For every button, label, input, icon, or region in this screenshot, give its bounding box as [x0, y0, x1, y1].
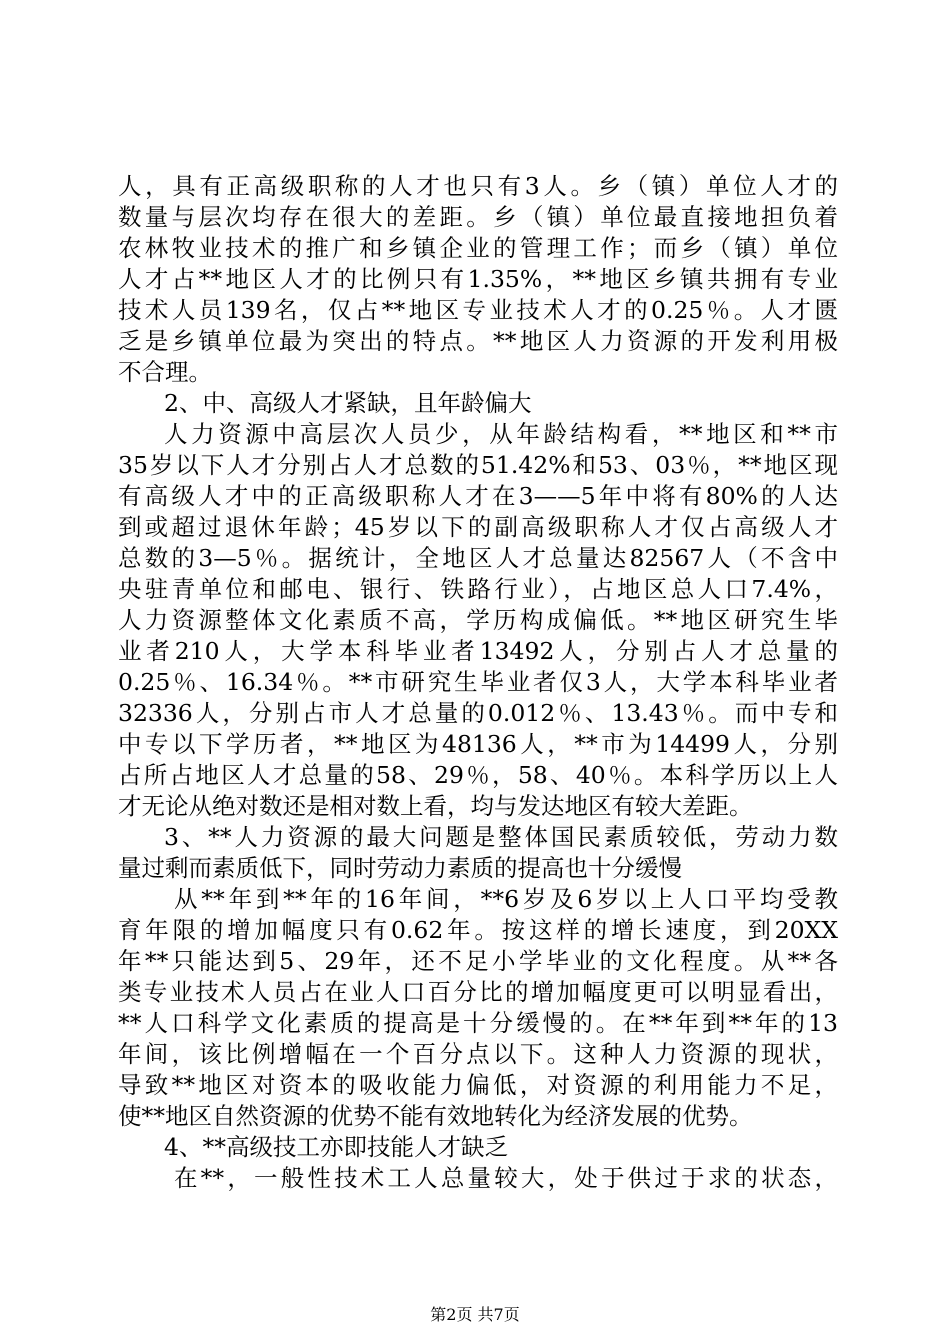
section-heading: 4、**高级技工亦即技能人才缺乏: [164, 1133, 508, 1161]
body-line: 导致**地区对资本的吸收能力偏低，对资源的利用能力不足，: [118, 1071, 838, 1099]
body-line: 从**年到**年的16年间，**6岁及6岁以上人口平均受教: [174, 885, 838, 913]
section-heading: 量过剩而素质低下，同时劳动力素质的提高也十分缓慢: [118, 854, 682, 882]
body-line: 在**，一般性技术工人总量较大，处于供过于求的状态，: [174, 1164, 838, 1192]
body-line: 32336人，分别占市人才总量的0.012％、13.43％。而中专和: [118, 699, 838, 727]
body-line: 人，具有正高级职称的人才也只有3人。乡（镇）单位人才的: [118, 172, 838, 200]
body-line: 数量与层次均存在很大的差距。乡（镇）单位最直接地担负着: [118, 203, 838, 231]
body-line: 不合理。: [118, 358, 212, 386]
body-line: 占所占地区人才总量的58、29％，58、40％。本科学历以上人: [118, 761, 838, 789]
body-line: 人力资源中高层次人员少，从年龄结构看，**地区和**市: [164, 420, 838, 448]
body-line: 人力资源整体文化素质不高，学历构成偏低。**地区研究生毕: [118, 606, 838, 634]
body-line: 业者210人，大学本科毕业者13492人，分别占人才总量的: [118, 637, 838, 665]
body-line: 年**只能达到5、29年，还不足小学毕业的文化程度。从**各: [118, 947, 838, 975]
page-footer: 第2页 共7页: [430, 1305, 520, 1324]
body-line: 到或超过退休年龄；45岁以下的副高级职称人才仅占高级人才: [118, 513, 838, 541]
document-body: [118, 171, 838, 1194]
body-line: **人口科学文化素质的提高是十分缓慢的。在**年到**年的13: [118, 1009, 838, 1037]
body-line: 有高级人才中的正高级职称人才在3——5年中将有80%的人达: [118, 482, 838, 510]
body-line: 央驻青单位和邮电、银行、铁路行业），占地区总人口7.4%，: [118, 575, 838, 603]
body-line: 使**地区自然资源的优势不能有效地转化为经济发展的优势。: [118, 1102, 753, 1130]
body-line: 35岁以下人才分别占人才总数的51.42%和53、03％，**地区现: [118, 451, 838, 479]
section-heading: 3、**人力资源的最大问题是整体国民素质较低，劳动力数: [164, 823, 838, 851]
body-line: 育年限的增加幅度只有0.62年。按这样的增长速度，到20XX: [118, 916, 838, 944]
body-line: 类专业技术人员占在业人口百分比的增加幅度更可以明显看出，: [118, 978, 838, 1006]
body-line: 中专以下学历者，**地区为48136人，**市为14499人，分别: [118, 730, 838, 758]
body-line: 年间，该比例增幅在一个百分点以下。这种人力资源的现状，: [118, 1040, 838, 1068]
body-line: 才无论从绝对数还是相对数上看，均与发达地区有较大差距。: [118, 792, 753, 820]
body-line: 技术人员139名，仅占**地区专业技术人才的0.25％。人才匮: [118, 296, 838, 324]
section-heading: 2、中、高级人才紧缺，且年龄偏大: [164, 389, 532, 417]
body-line: 总数的3—5％。据统计，全地区人才总量达82567人（不含中: [118, 544, 838, 572]
body-line: 乏是乡镇单位最为突出的特点。**地区人力资源的开发利用极: [118, 327, 838, 355]
body-line: 农林牧业技术的推广和乡镇企业的管理工作；而乡（镇）单位: [118, 234, 838, 262]
body-line: 人才占**地区人才的比例只有1.35%，**地区乡镇共拥有专业: [118, 265, 838, 293]
body-line: 0.25％、16.34％。**市研究生毕业者仅3人，大学本科毕业者: [118, 668, 838, 696]
